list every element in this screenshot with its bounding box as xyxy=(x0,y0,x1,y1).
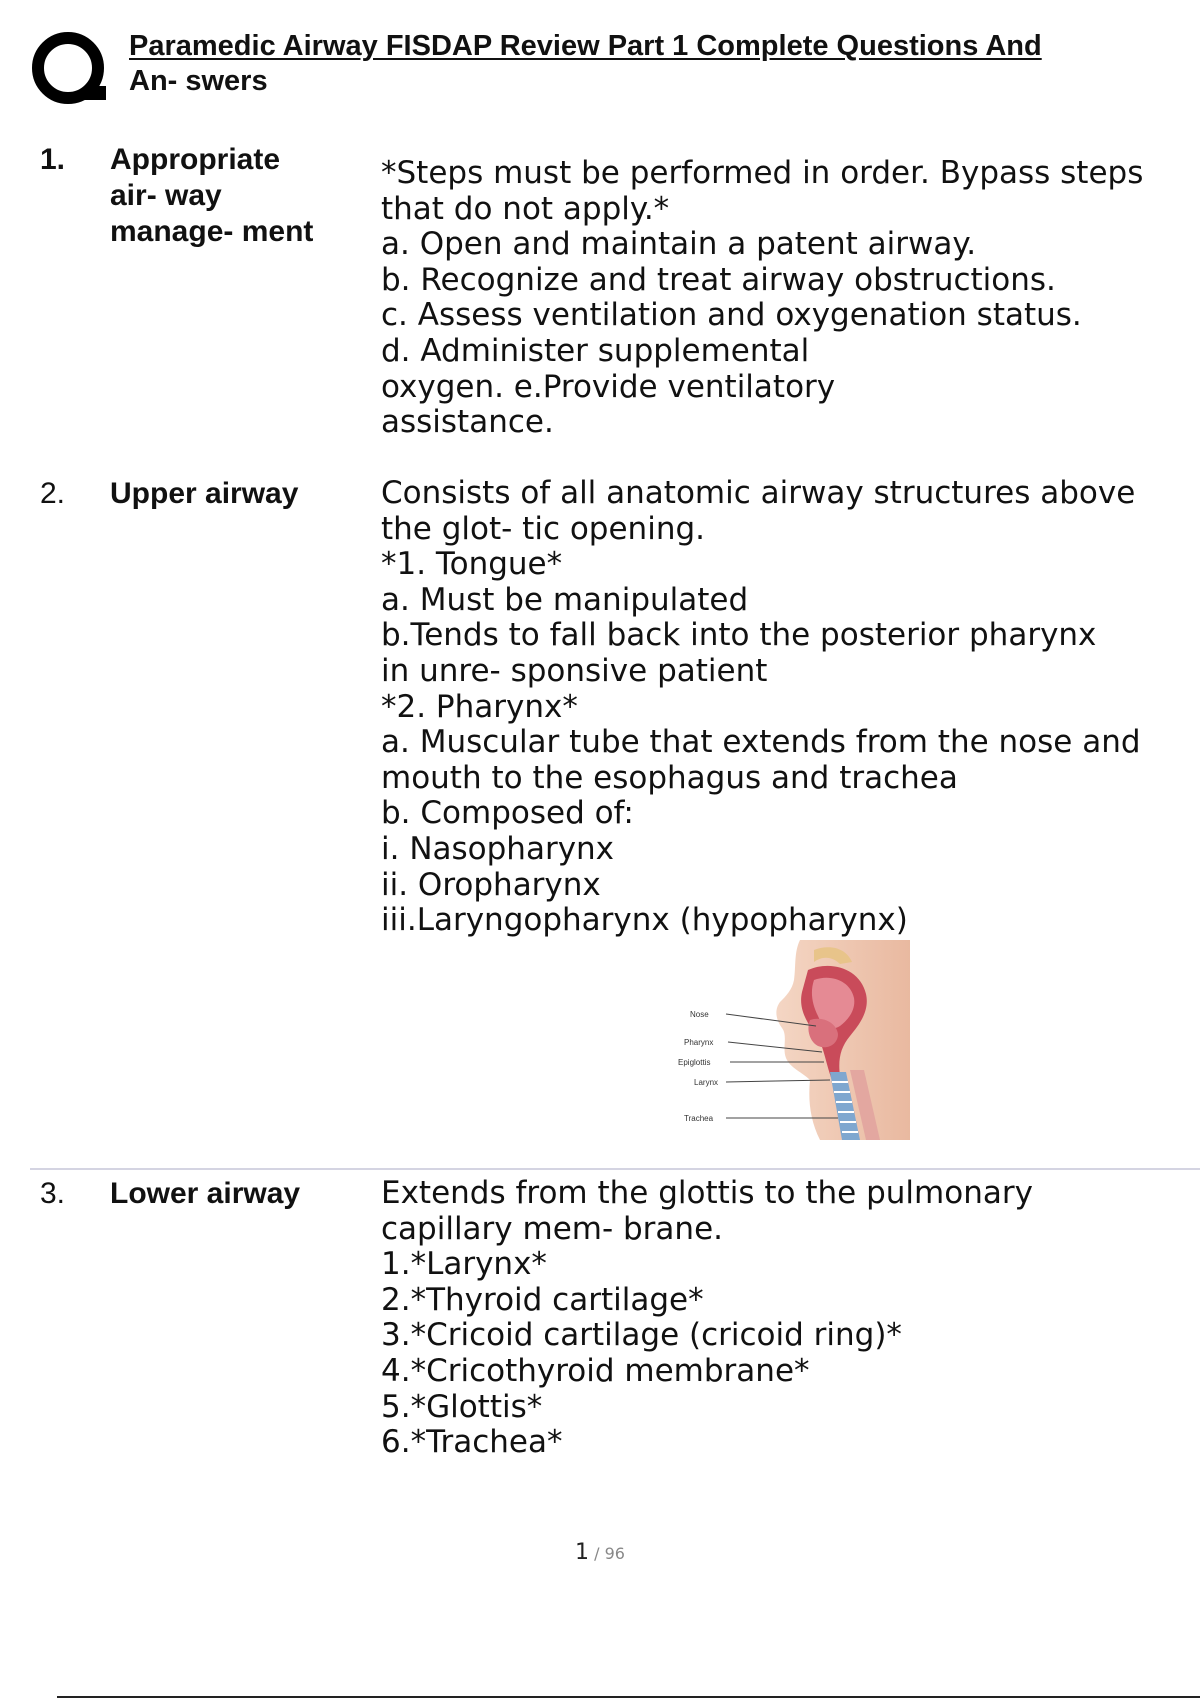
term-line: Appropriate xyxy=(110,143,281,176)
question-term xyxy=(110,476,360,512)
answer-line: *1. Tongue* xyxy=(381,546,563,583)
question-number: 1. xyxy=(40,143,66,176)
answer-line: capillary mem- brane. xyxy=(381,1210,723,1247)
figure-label-trachea: Trachea xyxy=(684,1114,714,1123)
answer-line: b.Tends to fall back into the posterior pharynx xyxy=(381,617,1097,654)
question-number: 2. xyxy=(40,477,66,510)
answer-line: the glot- tic opening. xyxy=(381,510,706,547)
answer-line: mouth to the esophagus and trachea xyxy=(381,759,958,796)
figure-label-larynx: Larynx xyxy=(694,1078,719,1087)
page-indicator xyxy=(0,1540,1200,1565)
figure-label-nose: Nose xyxy=(690,1010,709,1019)
current-page: 1 xyxy=(575,1540,590,1565)
bottom-rule xyxy=(57,1696,1200,1698)
title-line-1: Paramedic Airway FISDAP Review Part 1 Complete Questions And xyxy=(129,30,1042,62)
answer-line: *Steps must be performed in order. Bypass steps xyxy=(381,155,1144,191)
answer-line: a. Muscular tube that extends from the nose and xyxy=(381,724,1141,761)
term-line: Upper airway xyxy=(110,477,299,510)
question-term xyxy=(110,1176,360,1212)
answer-line: *2. Pharynx* xyxy=(381,688,578,725)
answer-line: 6.*Trachea* xyxy=(381,1424,563,1461)
section-divider xyxy=(30,1168,1200,1170)
answer-line: a. Open and maintain a patent airway. xyxy=(381,226,977,263)
answer-line: oxygen. e.Provide ventilatory xyxy=(381,368,836,405)
answer-line: ii. Oropharynx xyxy=(381,866,601,903)
answer-line: c. Assess ventilation and oxygenation status. xyxy=(381,297,1082,334)
question-answer xyxy=(381,156,1191,441)
answer-line: iii.Laryngopharynx (hypopharynx) xyxy=(381,902,908,939)
question-term xyxy=(110,142,360,250)
question-number: 3. xyxy=(40,1177,66,1210)
answer-line: 2.*Thyroid cartilage* xyxy=(381,1281,704,1318)
figure-label-pharynx: Pharynx xyxy=(684,1038,714,1047)
term-line: air- way xyxy=(110,179,222,212)
term-line: Lower airway xyxy=(110,1177,301,1210)
answer-line: Extends from the glottis to the pulmonary xyxy=(381,1175,1033,1211)
answer-line: b. Recognize and treat airway obstructions. xyxy=(381,261,1056,298)
answer-line: 3.*Cricoid cartilage (cricoid ring)* xyxy=(381,1317,902,1354)
figure-label-epiglottis: Epiglottis xyxy=(678,1058,711,1067)
answer-line: b. Composed of: xyxy=(381,795,634,832)
title-line-2: An- swers xyxy=(129,65,268,97)
answer-line: assistance. xyxy=(381,404,554,441)
q-logo-icon xyxy=(30,30,108,110)
airway-anatomy-figure xyxy=(678,940,910,1140)
answer-line: 1.*Larynx* xyxy=(381,1246,547,1283)
answer-line: 4.*Cricothyroid membrane* xyxy=(381,1352,810,1389)
total-pages: / 96 xyxy=(594,1544,625,1563)
document-title xyxy=(129,28,1149,98)
answer-line: Consists of all anatomic airway structures above xyxy=(381,475,1136,511)
answer-line: that do not apply.* xyxy=(381,190,670,227)
term-line: manage- ment xyxy=(110,215,314,248)
question-answer xyxy=(381,476,1191,939)
answer-line: in unre- sponsive patient xyxy=(381,652,768,689)
answer-line: 5.*Glottis* xyxy=(381,1388,543,1425)
answer-line: a. Must be manipulated xyxy=(381,581,749,618)
answer-line: d. Administer supplemental xyxy=(381,332,810,369)
answer-line: i. Nasopharynx xyxy=(381,830,615,867)
question-answer xyxy=(381,1176,1191,1461)
